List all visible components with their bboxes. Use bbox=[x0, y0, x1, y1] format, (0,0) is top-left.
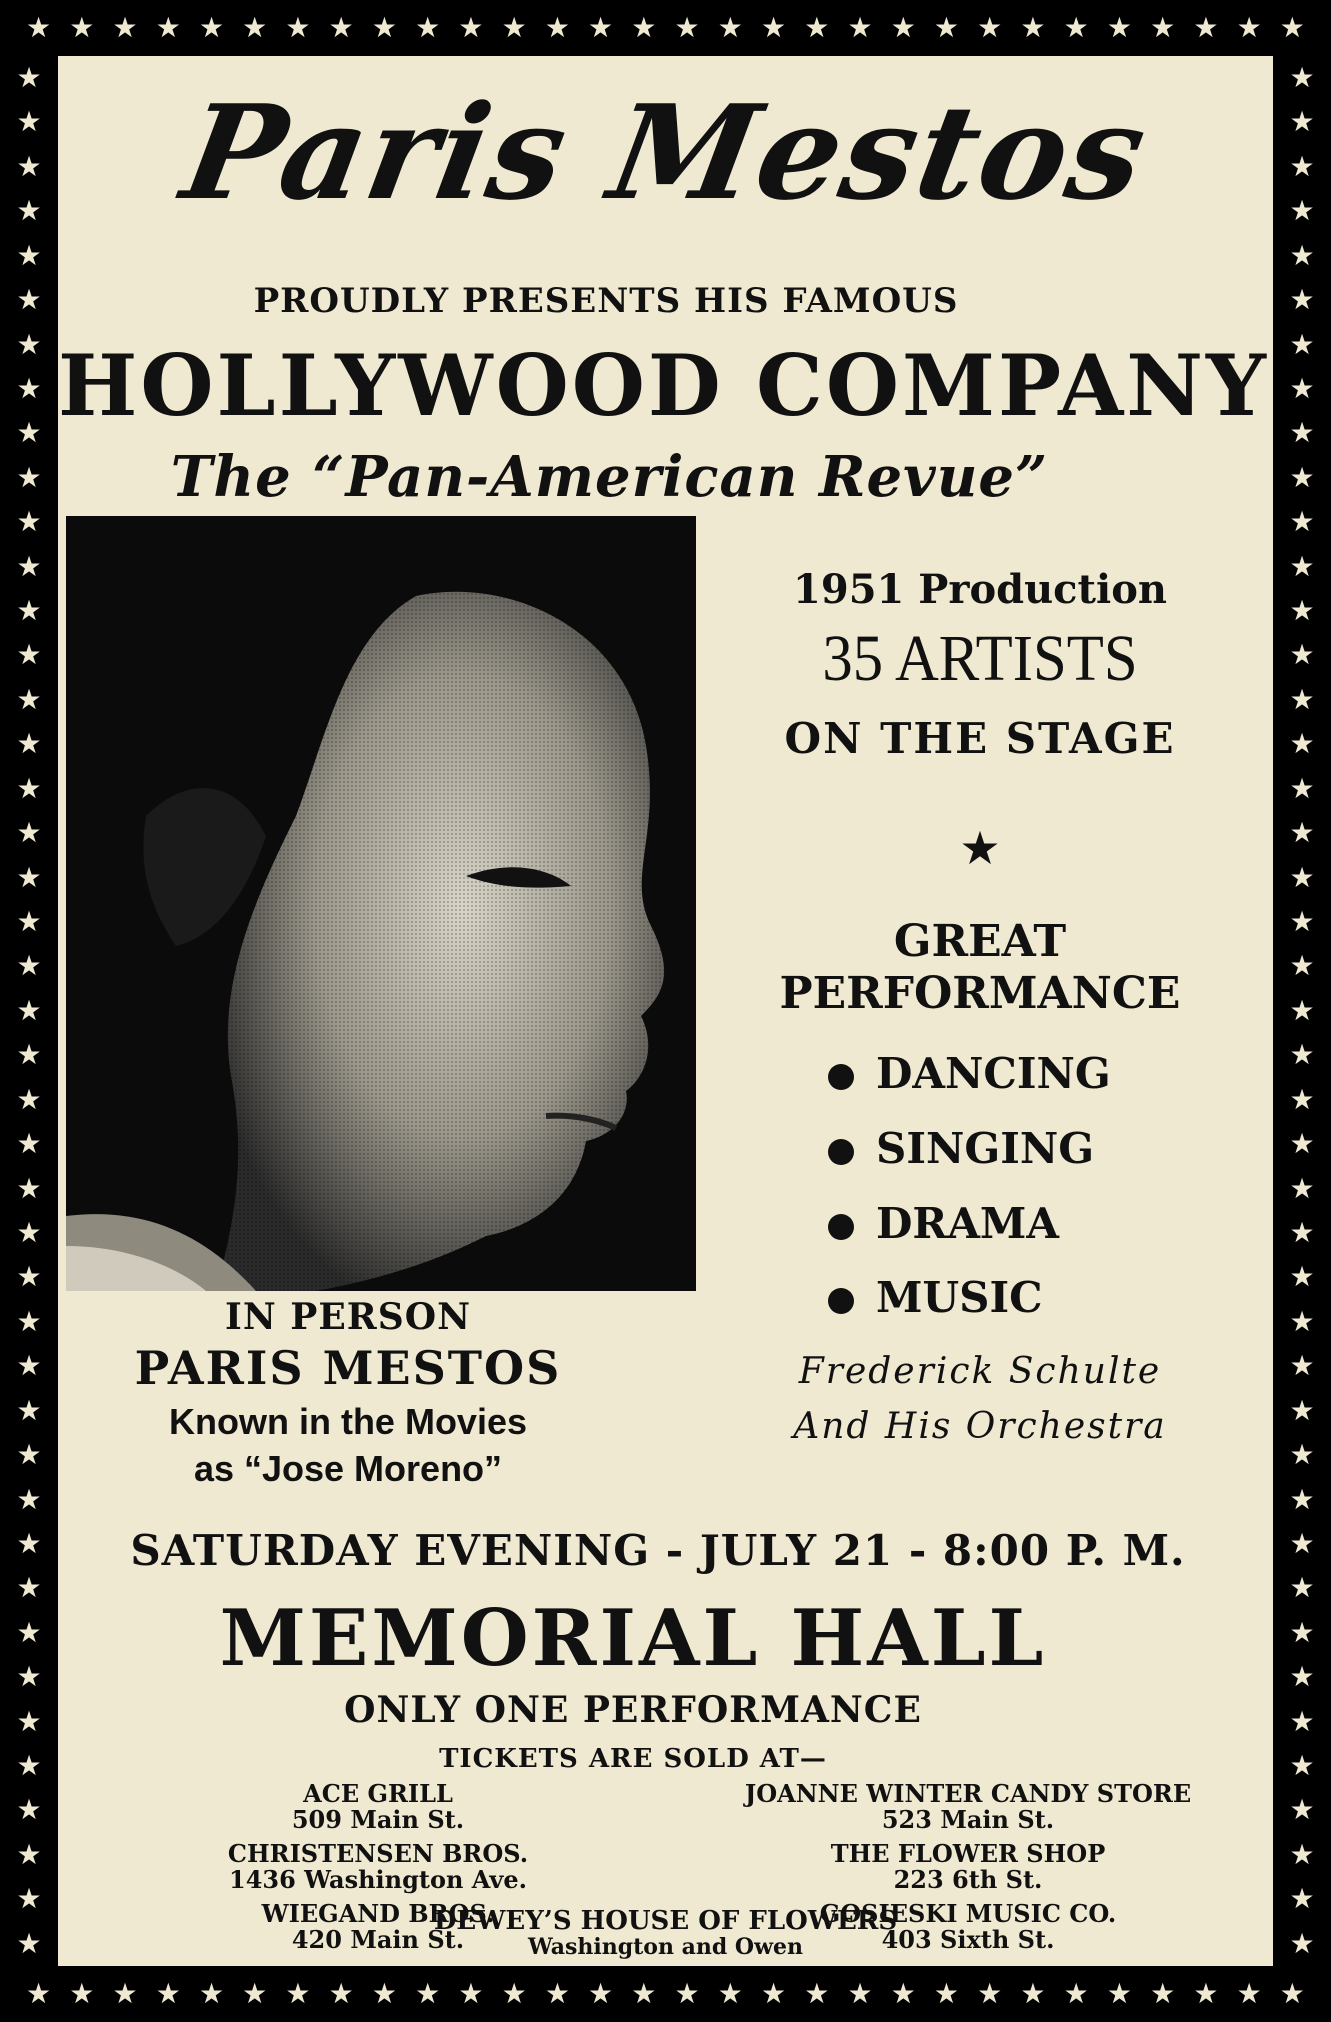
border-star-icon: ★ bbox=[1289, 549, 1315, 583]
border-star-icon: ★ bbox=[804, 11, 830, 44]
border-star-icon: ★ bbox=[1289, 682, 1315, 716]
tagline: PROUDLY PRESENTS HIS FAMOUS bbox=[253, 281, 959, 321]
outlet-address: 420 Main St. bbox=[291, 1925, 465, 1954]
border-star-icon: ★ bbox=[16, 638, 42, 672]
act-label: DRAMA bbox=[876, 1199, 1059, 1248]
border-star-icon: ★ bbox=[1289, 1837, 1315, 1871]
border-star-icon: ★ bbox=[1193, 11, 1219, 44]
known-as-line-1: Known in the Movies bbox=[168, 1401, 527, 1442]
border-star-icon: ★ bbox=[804, 1977, 830, 2010]
on-stage: ON THE STAGE bbox=[784, 714, 1176, 763]
border-star-icon: ★ bbox=[1289, 371, 1315, 405]
border-star-icon: ★ bbox=[371, 11, 397, 44]
border-star-icon: ★ bbox=[1236, 11, 1262, 44]
poster-title: Paris Mestos bbox=[172, 76, 1159, 229]
border-star-icon: ★ bbox=[16, 61, 42, 94]
outlet-name: DEWEY’S HOUSE OF FLOWERS bbox=[433, 1906, 898, 1936]
company-name: HOLLYWOOD COMPANY bbox=[58, 336, 1270, 435]
outlet-name: THE FLOWER SHOP bbox=[830, 1839, 1106, 1868]
border-star-icon: ★ bbox=[631, 1977, 657, 2010]
border-star-icon: ★ bbox=[16, 238, 42, 272]
border-star-icon: ★ bbox=[328, 11, 354, 44]
outlet-name: ACE GRILL bbox=[303, 1779, 453, 1808]
border-star-icon: ★ bbox=[1289, 1260, 1315, 1294]
border-star-icon: ★ bbox=[1289, 1349, 1315, 1383]
tickets-header: TICKETS ARE SOLD AT— bbox=[439, 1744, 827, 1774]
border-star-icon: ★ bbox=[1289, 61, 1315, 94]
border-star-icon: ★ bbox=[1289, 993, 1315, 1027]
border-star-icon: ★ bbox=[242, 1977, 268, 2010]
great-label: GREAT bbox=[893, 916, 1067, 967]
border-star-icon: ★ bbox=[933, 1977, 960, 2010]
border-star-icon: ★ bbox=[16, 1393, 42, 1427]
border-star-icon: ★ bbox=[1279, 1977, 1305, 2010]
border-star-icon: ★ bbox=[16, 1349, 42, 1383]
border-star-icon: ★ bbox=[977, 1977, 1003, 2010]
border-star-icon: ★ bbox=[1289, 1215, 1315, 1249]
outlet-address: 509 Main St. bbox=[291, 1805, 465, 1834]
event-date: SATURDAY EVENING - JULY 21 - 8:00 P. M. bbox=[130, 1526, 1186, 1575]
border-star-icon: ★ bbox=[1289, 860, 1315, 894]
border-star-icon: ★ bbox=[1289, 1615, 1315, 1649]
border-star-icon: ★ bbox=[16, 1615, 42, 1649]
bottom-star-border bbox=[0, 1966, 1331, 2022]
border-star-icon: ★ bbox=[16, 460, 42, 494]
outlet-name: CHRISTENSEN BROS. bbox=[227, 1839, 529, 1868]
border-star-icon: ★ bbox=[16, 1704, 42, 1738]
revue-title: The “Pan-American Revue” bbox=[170, 444, 1049, 510]
border-star-icon: ★ bbox=[16, 1749, 42, 1783]
outlet-joanne-winter bbox=[688, 1781, 1248, 1833]
border-star-icon: ★ bbox=[1289, 1660, 1315, 1694]
border-star-icon: ★ bbox=[1106, 1977, 1132, 2010]
border-star-icon: ★ bbox=[1289, 194, 1315, 228]
border-star-icon: ★ bbox=[1289, 1038, 1315, 1072]
border-star-icon: ★ bbox=[458, 11, 484, 44]
border-star-icon: ★ bbox=[16, 816, 42, 850]
act-label: SINGING bbox=[876, 1124, 1095, 1173]
border-star-icon: ★ bbox=[1289, 727, 1315, 761]
border-star-icon: ★ bbox=[16, 1127, 42, 1161]
outlet-address: 1436 Washington Ave. bbox=[229, 1865, 527, 1894]
act-singing bbox=[828, 1124, 1094, 1173]
border-star-icon: ★ bbox=[16, 1793, 42, 1827]
border-star-icon: ★ bbox=[631, 11, 657, 44]
star-divider-icon: ★ bbox=[959, 821, 1001, 875]
border-star-icon: ★ bbox=[1020, 11, 1046, 44]
border-star-icon: ★ bbox=[977, 11, 1003, 44]
border-star-icon: ★ bbox=[1150, 11, 1176, 44]
border-star-icon: ★ bbox=[588, 1977, 614, 2010]
border-star-icon: ★ bbox=[26, 1977, 52, 2010]
border-star-icon: ★ bbox=[1289, 1926, 1315, 1960]
border-star-icon: ★ bbox=[847, 1977, 873, 2010]
border-star-icon: ★ bbox=[1289, 771, 1315, 805]
border-star-icon: ★ bbox=[16, 1304, 42, 1338]
border-star-icon: ★ bbox=[1289, 1482, 1315, 1516]
border-star-icon: ★ bbox=[1289, 460, 1315, 494]
border-star-icon: ★ bbox=[16, 949, 42, 983]
border-star-icon: ★ bbox=[1289, 1127, 1315, 1161]
outlet-address: 223 6th St. bbox=[893, 1865, 1043, 1894]
border-star-icon: ★ bbox=[1289, 1704, 1315, 1738]
border-star-icon: ★ bbox=[16, 1438, 42, 1472]
act-label: DANCING bbox=[876, 1049, 1111, 1098]
outlet-name: GOSIESKI MUSIC CO. bbox=[819, 1899, 1117, 1928]
border-star-icon: ★ bbox=[371, 1977, 397, 2010]
border-star-icon: ★ bbox=[69, 11, 95, 44]
border-star-icon: ★ bbox=[674, 1977, 700, 2010]
border-star-icon: ★ bbox=[16, 905, 42, 939]
star-name: PARIS MESTOS bbox=[134, 1341, 562, 1395]
border-star-icon: ★ bbox=[198, 11, 225, 44]
border-star-icon: ★ bbox=[1150, 1977, 1176, 2010]
border-star-icon: ★ bbox=[458, 1977, 484, 2010]
venue-name: MEMORIAL HALL bbox=[219, 1593, 1047, 1684]
border-star-icon: ★ bbox=[16, 1082, 42, 1116]
outlet-address: Washington and Owen bbox=[527, 1934, 804, 1960]
bullet-icon bbox=[828, 1139, 854, 1165]
border-star-icon: ★ bbox=[26, 11, 52, 44]
border-star-icon: ★ bbox=[1279, 11, 1305, 44]
border-star-icon: ★ bbox=[1289, 1393, 1315, 1427]
border-star-icon: ★ bbox=[415, 1977, 441, 2010]
outlet-flower-shop bbox=[688, 1841, 1248, 1893]
border-star-icon: ★ bbox=[1289, 594, 1315, 628]
border-star-icon: ★ bbox=[415, 11, 441, 44]
border-star-icon: ★ bbox=[1289, 1882, 1315, 1916]
border-star-icon: ★ bbox=[1289, 416, 1315, 450]
outlet-deweys bbox=[58, 1908, 1273, 1960]
border-star-icon: ★ bbox=[16, 1482, 42, 1516]
border-star-icon: ★ bbox=[285, 1977, 311, 2010]
border-star-icon: ★ bbox=[328, 1977, 354, 2010]
border-star-icon: ★ bbox=[1289, 505, 1315, 539]
act-label: MUSIC bbox=[876, 1273, 1043, 1322]
orchestra-line-1: Frederick Schulte bbox=[798, 1351, 1162, 1392]
left-star-border bbox=[0, 56, 58, 1966]
outlet-ace-grill bbox=[188, 1781, 568, 1833]
border-star-icon: ★ bbox=[16, 682, 42, 716]
outlet-name: WIEGAND BROS. bbox=[261, 1899, 495, 1928]
border-star-icon: ★ bbox=[16, 1837, 42, 1871]
border-star-icon: ★ bbox=[285, 11, 311, 44]
border-star-icon: ★ bbox=[674, 11, 700, 44]
border-star-icon: ★ bbox=[16, 1260, 42, 1294]
border-star-icon: ★ bbox=[1289, 105, 1315, 139]
bullet-icon bbox=[828, 1288, 854, 1314]
border-star-icon: ★ bbox=[890, 1977, 916, 2010]
border-star-icon: ★ bbox=[112, 11, 138, 44]
orchestra-line-2: And His Orchestra bbox=[793, 1406, 1167, 1447]
border-star-icon: ★ bbox=[16, 283, 42, 317]
only-one-performance: ONLY ONE PERFORMANCE bbox=[344, 1689, 922, 1731]
border-star-icon: ★ bbox=[16, 1171, 42, 1205]
border-star-icon: ★ bbox=[933, 11, 960, 44]
border-star-icon: ★ bbox=[501, 11, 527, 44]
border-star-icon: ★ bbox=[760, 11, 787, 44]
border-star-icon: ★ bbox=[155, 11, 181, 44]
known-as-line-2: as “Jose Moreno” bbox=[193, 1448, 503, 1489]
border-star-icon: ★ bbox=[1289, 1526, 1315, 1560]
border-star-icon: ★ bbox=[1193, 1977, 1219, 2010]
performer-photo bbox=[66, 516, 696, 1291]
top-star-border bbox=[0, 0, 1331, 56]
border-star-icon: ★ bbox=[198, 1977, 225, 2010]
right-star-border bbox=[1273, 56, 1331, 1966]
border-star-icon: ★ bbox=[242, 11, 268, 44]
outlet-address: 403 Sixth St. bbox=[881, 1925, 1055, 1954]
border-star-icon: ★ bbox=[16, 1215, 42, 1249]
border-star-icon: ★ bbox=[1289, 1082, 1315, 1116]
bullet-icon bbox=[828, 1064, 854, 1090]
border-star-icon: ★ bbox=[69, 1977, 95, 2010]
border-star-icon: ★ bbox=[544, 1977, 570, 2010]
border-star-icon: ★ bbox=[16, 549, 42, 583]
border-star-icon: ★ bbox=[16, 993, 42, 1027]
border-star-icon: ★ bbox=[1289, 905, 1315, 939]
outlet-christensen bbox=[188, 1841, 568, 1893]
border-star-icon: ★ bbox=[544, 11, 570, 44]
act-drama bbox=[828, 1199, 1059, 1248]
border-star-icon: ★ bbox=[1289, 1571, 1315, 1605]
in-person: IN PERSON bbox=[225, 1296, 471, 1338]
border-star-icon: ★ bbox=[1289, 1171, 1315, 1205]
border-star-icon: ★ bbox=[16, 1038, 42, 1072]
border-star-icon: ★ bbox=[1289, 283, 1315, 317]
border-star-icon: ★ bbox=[1289, 816, 1315, 850]
border-star-icon: ★ bbox=[1289, 1438, 1315, 1472]
border-star-icon: ★ bbox=[588, 11, 614, 44]
act-dancing bbox=[828, 1049, 1111, 1098]
border-star-icon: ★ bbox=[155, 1977, 181, 2010]
border-star-icon: ★ bbox=[16, 727, 42, 761]
border-star-icon: ★ bbox=[16, 105, 42, 139]
bullet-icon bbox=[828, 1214, 854, 1240]
border-star-icon: ★ bbox=[16, 327, 42, 361]
border-star-icon: ★ bbox=[1020, 1977, 1046, 2010]
border-star-icon: ★ bbox=[1289, 1793, 1315, 1827]
border-star-icon: ★ bbox=[16, 371, 42, 405]
border-star-icon: ★ bbox=[112, 1977, 138, 2010]
poster-paper bbox=[58, 56, 1273, 1966]
border-star-icon: ★ bbox=[717, 1977, 743, 2010]
border-star-icon: ★ bbox=[1289, 638, 1315, 672]
border-star-icon: ★ bbox=[16, 505, 42, 539]
border-star-icon: ★ bbox=[1236, 1977, 1262, 2010]
border-star-icon: ★ bbox=[16, 1571, 42, 1605]
outlet-address: 523 Main St. bbox=[881, 1805, 1055, 1834]
border-star-icon: ★ bbox=[16, 860, 42, 894]
border-star-icon: ★ bbox=[1289, 949, 1315, 983]
border-star-icon: ★ bbox=[890, 11, 916, 44]
border-star-icon: ★ bbox=[16, 1526, 42, 1560]
artists-count: 35 ARTISTS bbox=[822, 622, 1138, 695]
border-star-icon: ★ bbox=[501, 1977, 527, 2010]
border-star-icon: ★ bbox=[16, 149, 42, 183]
border-star-icon: ★ bbox=[1063, 1977, 1089, 2010]
border-star-icon: ★ bbox=[1063, 11, 1089, 44]
performance-label: PERFORMANCE bbox=[779, 968, 1181, 1019]
border-star-icon: ★ bbox=[1289, 327, 1315, 361]
border-star-icon: ★ bbox=[16, 194, 42, 228]
border-star-icon: ★ bbox=[1106, 11, 1132, 44]
border-star-icon: ★ bbox=[1289, 149, 1315, 183]
border-star-icon: ★ bbox=[16, 1882, 42, 1916]
outlet-name: JOANNE WINTER CANDY STORE bbox=[744, 1779, 1192, 1808]
border-star-icon: ★ bbox=[1289, 238, 1315, 272]
border-star-icon: ★ bbox=[16, 1660, 42, 1694]
border-star-icon: ★ bbox=[16, 771, 42, 805]
border-star-icon: ★ bbox=[16, 594, 42, 628]
border-star-icon: ★ bbox=[16, 416, 42, 450]
border-star-icon: ★ bbox=[760, 1977, 787, 2010]
production-year: 1951 Production bbox=[793, 566, 1167, 613]
border-star-icon: ★ bbox=[847, 11, 873, 44]
border-star-icon: ★ bbox=[717, 11, 743, 44]
border-star-icon: ★ bbox=[1289, 1304, 1315, 1338]
act-music bbox=[828, 1273, 1043, 1322]
border-star-icon: ★ bbox=[1289, 1749, 1315, 1783]
border-star-icon: ★ bbox=[16, 1926, 42, 1960]
